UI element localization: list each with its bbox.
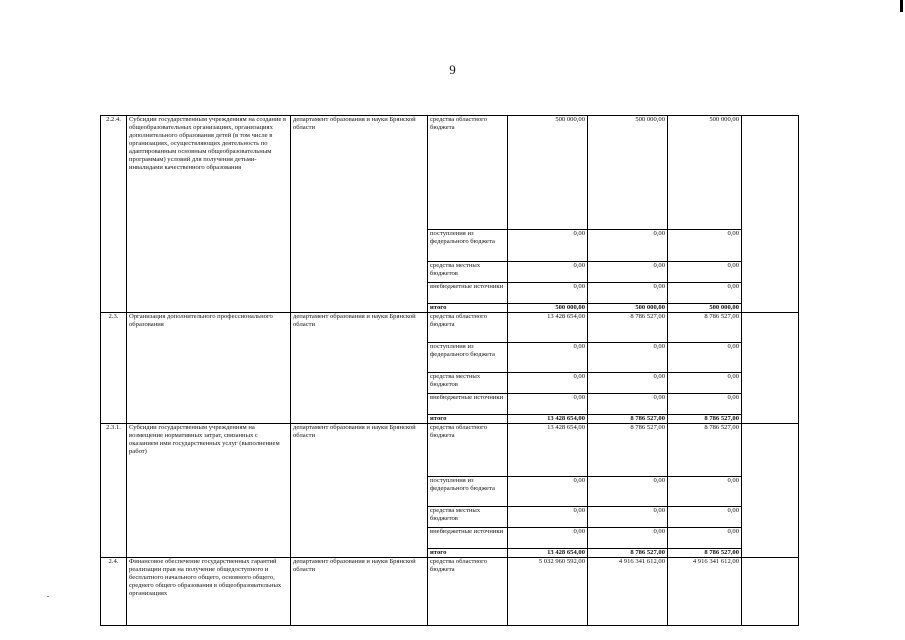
row-value-2: 8 786 527,00 <box>588 424 668 477</box>
blank-cell <box>742 558 799 626</box>
row-source: средства местных бюджетов <box>428 507 508 528</box>
row-value-1: 0,00 <box>508 394 588 415</box>
row-source: средства местных бюджетов <box>428 262 508 283</box>
row-value-2: 0,00 <box>588 373 668 394</box>
row-value-3: 0,00 <box>668 283 742 304</box>
row-value-3: 0,00 <box>668 394 742 415</box>
row-value-1: 500 000,00 <box>508 116 588 230</box>
row-code: 2.3.1. <box>101 424 127 558</box>
row-value-1: 0,00 <box>508 507 588 528</box>
row-source: поступления из федерального бюджета <box>428 477 508 507</box>
row-value-3: 0,00 <box>668 343 742 373</box>
row-value-2: 0,00 <box>588 230 668 262</box>
row-source: поступления из федерального бюджета <box>428 343 508 373</box>
row-value-2: 0,00 <box>588 477 668 507</box>
budget-table <box>100 115 799 626</box>
row-code: 2.2.4. <box>101 116 127 313</box>
blank-cell <box>742 424 799 558</box>
row-source: итого <box>428 549 508 558</box>
row-value-1: 0,00 <box>508 477 588 507</box>
row-value-2: 0,00 <box>588 343 668 373</box>
row-code: 2.3. <box>101 313 127 424</box>
row-value-3: 0,00 <box>668 528 742 549</box>
row-source: внебюджетные источники <box>428 394 508 415</box>
row-executor: департамент образования и науки Брянской области <box>291 558 428 626</box>
row-value-3: 500 000,00 <box>668 304 742 313</box>
row-value-2: 8 786 527,00 <box>588 415 668 424</box>
row-value-1: 0,00 <box>508 283 588 304</box>
row-value-2: 4 916 341 612,00 <box>588 558 668 626</box>
row-source: внебюджетные источники <box>428 528 508 549</box>
row-value-2: 8 786 527,00 <box>588 313 668 343</box>
row-source: итого <box>428 304 508 313</box>
row-value-2: 0,00 <box>588 394 668 415</box>
row-value-3: 8 786 527,00 <box>668 313 742 343</box>
row-value-2: 500 000,00 <box>588 304 668 313</box>
table-row <box>101 424 799 477</box>
row-value-1: 0,00 <box>508 373 588 394</box>
row-value-3: 4 916 341 612,00 <box>668 558 742 626</box>
row-executor: департамент образования и науки Брянской области <box>291 116 428 313</box>
table-row <box>101 116 799 230</box>
table-row <box>101 313 799 343</box>
row-executor: департамент образования и науки Брянской области <box>291 313 428 424</box>
row-source: средства местных бюджетов <box>428 373 508 394</box>
row-value-1: 0,00 <box>508 528 588 549</box>
table-row <box>101 558 799 626</box>
row-source: внебюджетные источники <box>428 283 508 304</box>
row-value-3: 8 786 527,00 <box>668 415 742 424</box>
row-value-2: 0,00 <box>588 283 668 304</box>
row-source: средства областного бюджета <box>428 558 508 626</box>
row-value-2: 0,00 <box>588 507 668 528</box>
row-value-1: 13 428 654,00 <box>508 549 588 558</box>
row-source: поступления из федерального бюджета <box>428 230 508 262</box>
row-code: 2.4. <box>101 558 127 626</box>
row-value-2: 0,00 <box>588 262 668 283</box>
row-value-3: 8 786 527,00 <box>668 549 742 558</box>
row-source: средства областного бюджета <box>428 424 508 477</box>
row-value-1: 500 000,00 <box>508 304 588 313</box>
row-value-3: 0,00 <box>668 230 742 262</box>
page-number: 9 <box>449 62 456 77</box>
scan-edge-mark <box>900 0 903 12</box>
row-value-1: 13 428 654,00 <box>508 424 588 477</box>
row-value-1: 0,00 <box>508 262 588 283</box>
row-value-2: 0,00 <box>588 528 668 549</box>
row-source: средства областного бюджета <box>428 313 508 343</box>
row-value-1: 0,00 <box>508 230 588 262</box>
row-value-3: 0,00 <box>668 373 742 394</box>
row-source: итого <box>428 415 508 424</box>
row-value-3: 8 786 527,00 <box>668 424 742 477</box>
row-name: Субсидии государственным учреждениям на создание в общеобразовательных организациях, организациях дополнительного образования детей (в том числе в организациях, осуществляющих деятельность по адаптированным основным общеобразовательным программам) условий для получения детьми-инвалидами качественного образования <box>127 116 291 313</box>
row-value-1: 13 428 654,00 <box>508 313 588 343</box>
row-value-1: 5 032 960 592,00 <box>508 558 588 626</box>
row-name: Финансовое обеспечение государственных гарантий реализации прав на получение общедоступного и бесплатного начального общего, основного общего, среднего общего образования в общеобразовательных организациях <box>127 558 291 626</box>
row-value-2: 500 000,00 <box>588 116 668 230</box>
row-name: Субсидии государственным учреждениям на возмещение нормативных затрат, связанных с оказанием ими государственных услуг (выполнением работ) <box>127 424 291 558</box>
row-executor: департамент образования и науки Брянской области <box>291 424 428 558</box>
row-value-2: 8 786 527,00 <box>588 549 668 558</box>
row-source: средства областного бюджета <box>428 116 508 230</box>
blank-cell <box>742 116 799 313</box>
blank-cell <box>742 313 799 424</box>
row-value-3: 500 000,00 <box>668 116 742 230</box>
row-value-1: 0,00 <box>508 343 588 373</box>
row-value-3: 0,00 <box>668 262 742 283</box>
row-value-1: 13 428 654,00 <box>508 415 588 424</box>
row-name: Организация дополнительного профессионального образования <box>127 313 291 424</box>
row-value-3: 0,00 <box>668 477 742 507</box>
scan-speck <box>47 596 49 597</box>
row-value-3: 0,00 <box>668 507 742 528</box>
